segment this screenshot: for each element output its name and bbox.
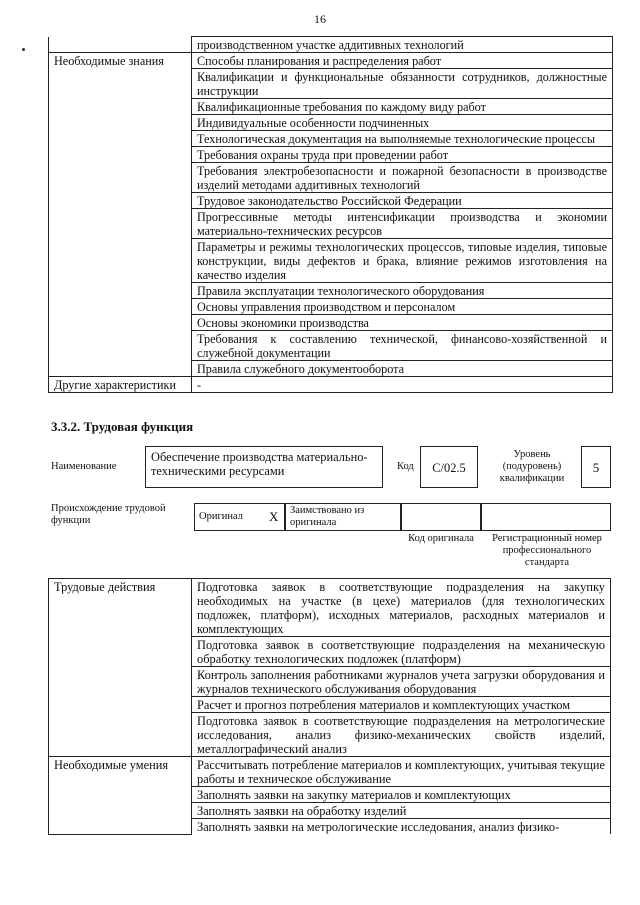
row-text: Заполнять заявки на обработку изделий <box>192 803 611 819</box>
row-label-other: Другие характеристики <box>49 377 192 393</box>
borrowed-label: Заимствовано из оригинала <box>290 505 365 528</box>
row-text: Квалификации и функциональные обязанности сотрудников, должностные инструкции <box>192 69 613 99</box>
row-label <box>49 37 192 53</box>
table-row <box>49 37 613 53</box>
row-label-actions: Трудовые действия <box>49 579 192 757</box>
row-text: Правила эксплуатации технологического оборудования <box>192 283 613 299</box>
table-row <box>49 757 611 787</box>
row-text: Квалификационные требования по каждому виду работ <box>192 99 613 115</box>
row-text: Прогрессивные методы интенсификации производства и экономии материально-технических ресурсов <box>192 209 613 239</box>
row-text: Контроль заполнения работниками журналов учета загрузки оборудования и журналов технического обслуживания оборудования <box>192 667 611 697</box>
code-original-label: Код оригинала <box>408 533 474 544</box>
row-text: Основы экономики производства <box>192 315 613 331</box>
row-text: Трудовое законодательство Российской Федерации <box>192 193 613 209</box>
original-mark: X <box>269 509 279 524</box>
reg-number-box <box>481 503 611 531</box>
actions-table <box>48 578 611 835</box>
knowledge-table <box>48 36 613 393</box>
row-text: Способы планирования и распределения работ <box>192 53 613 69</box>
row-text: Основы управления производством и персоналом <box>192 299 613 315</box>
row-text: Требования охраны труда при проведении работ <box>192 147 613 163</box>
name-value: Обеспечение производства материально-техническими ресурсами <box>145 446 383 488</box>
table-row <box>49 377 613 393</box>
row-text: Требования электробезопасности и пожарной безопасности в производстве изделий методами аддитивных технологий <box>192 163 613 193</box>
code-original-box <box>401 503 481 531</box>
code-value: C/02.5 <box>420 446 478 488</box>
row-text: Технологическая документация на выполняемые технологические процессы <box>192 131 613 147</box>
name-label: Наименование <box>51 461 117 472</box>
margin-dot <box>22 48 25 51</box>
row-text: производственном участке аддитивных технологий <box>192 37 613 53</box>
row-label-knowledge: Необходимые знания <box>49 53 192 377</box>
code-label: Код <box>397 461 414 472</box>
row-text: Подготовка заявок в соответствующие подразделения на механическую обработку технологических подложек (платформ) <box>192 637 611 667</box>
row-text: - <box>192 377 613 393</box>
row-text: Рассчитывать потребление материалов и комплектующих, учитывая текущие работы и техническое обслуживание <box>192 757 611 787</box>
row-text: Правила служебного документооборота <box>192 361 613 377</box>
row-label-skills: Необходимые умения <box>49 757 192 835</box>
row-text: Заполнять заявки на закупку материалов и комплектующих <box>192 787 611 803</box>
row-text: Заполнять заявки на метрологические исследования, анализ физико- <box>192 819 611 835</box>
reg-number-label: Регистрационный номер профессионального стандарта <box>492 533 602 568</box>
row-text: Индивидуальные особенности подчиненных <box>192 115 613 131</box>
row-text: Подготовка заявок в соответствующие подразделения на закупку необходимых на участке (в цехе) материалов (для технологических подложек, платформ), исходных материалов, расходных материалов и комплектующих <box>192 579 611 637</box>
level-value: 5 <box>581 446 611 488</box>
original-box <box>194 503 285 531</box>
borrowed-box <box>285 503 401 531</box>
level-label: Уровень (подуровень) квалификации <box>499 449 565 484</box>
table-row <box>49 53 613 69</box>
row-text: Расчет и прогноз потребления материалов и комплектующих участком <box>192 697 611 713</box>
row-text: Требования к составлению технической, финансово-хозяйственной и служебной документации <box>192 331 613 361</box>
table-row <box>49 579 611 637</box>
row-text: Подготовка заявок в соответствующие подразделения на метрологические исследования, анализ физико-механических свойств изделий, металлографический анализ <box>192 713 611 757</box>
row-text: Параметры и режимы технологических процессов, типовые изделия, типовые конструкции, виды дефектов и брака, влияние режимов изготовления на качество изделия <box>192 239 613 283</box>
page-number: 16 <box>314 12 326 26</box>
origin-label: Происхождение трудовой функции <box>51 503 166 526</box>
original-label: Оригинал <box>199 511 243 522</box>
section-title: 3.3.2. Трудовая функция <box>51 419 194 434</box>
